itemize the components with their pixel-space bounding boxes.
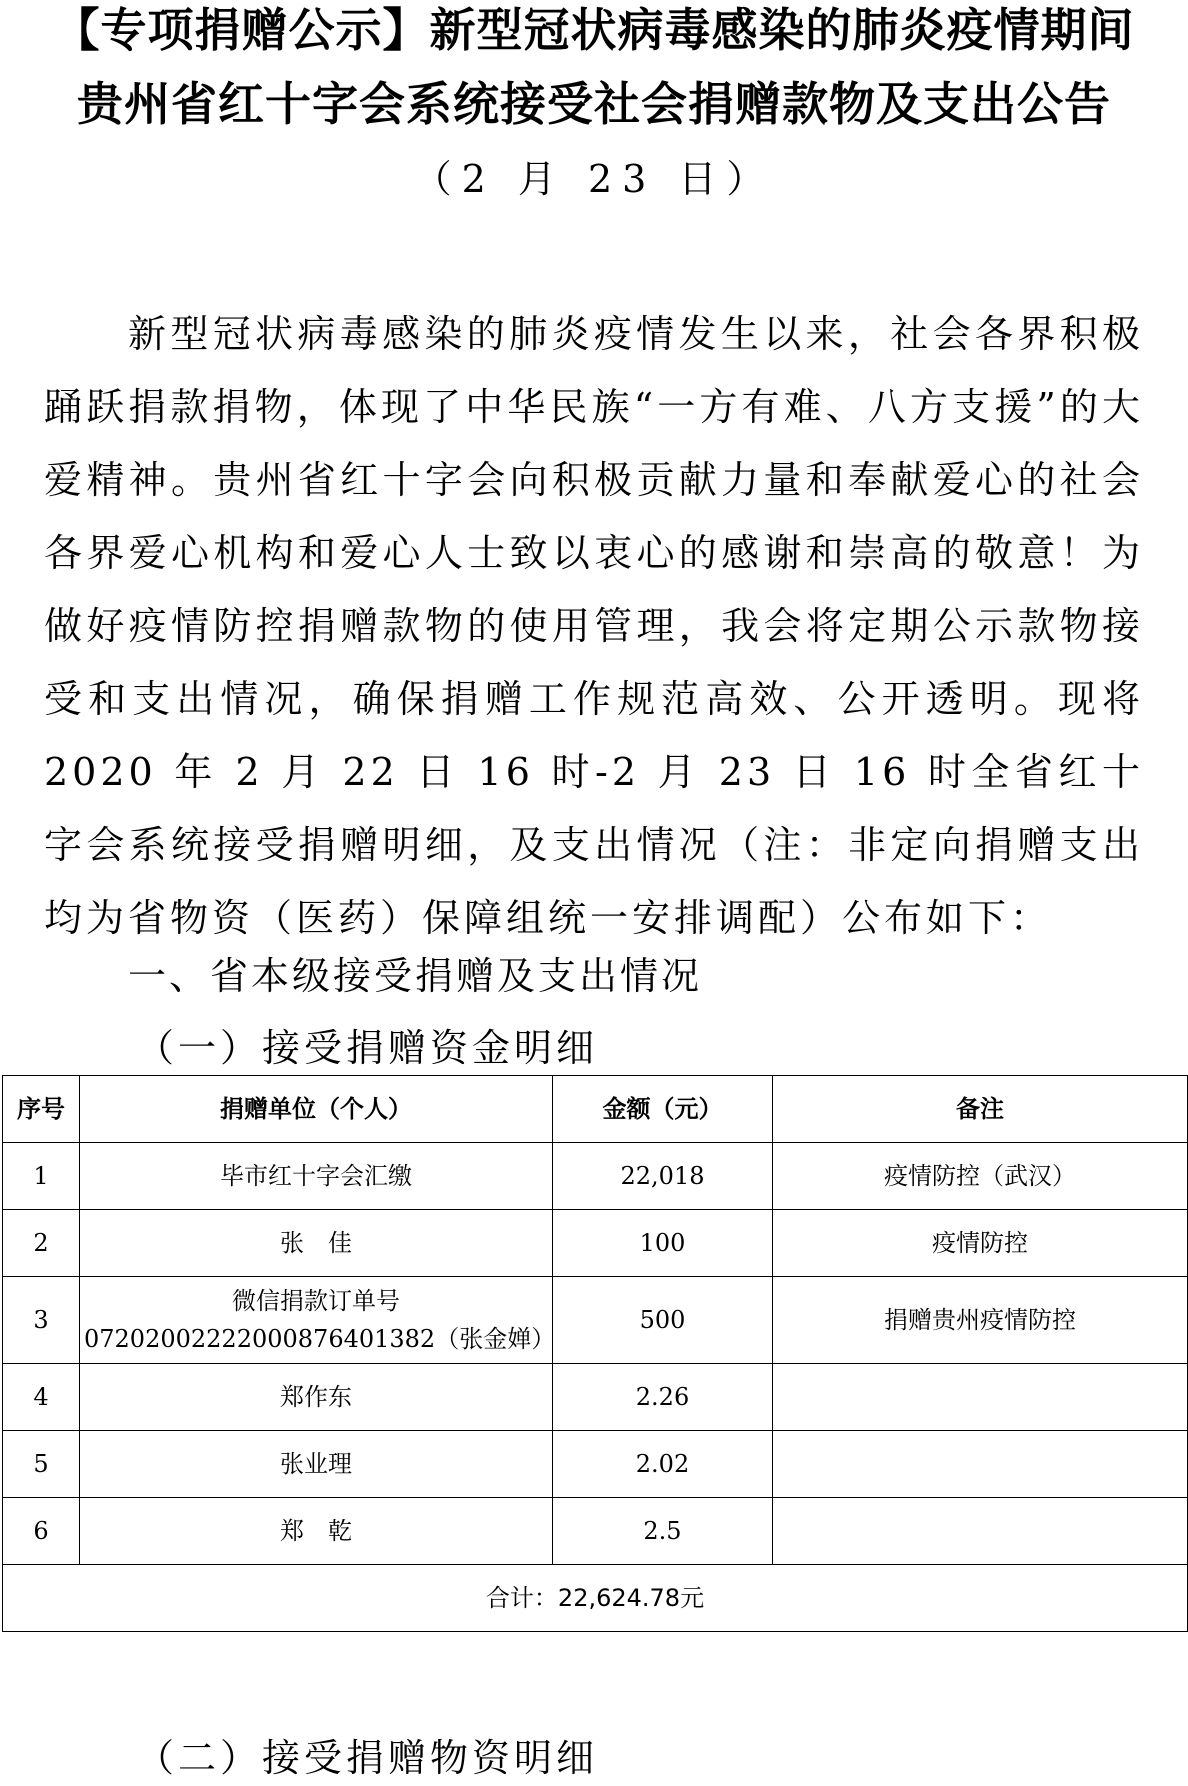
row-amount: 2.02 <box>553 1431 773 1498</box>
row-note <box>773 1498 1188 1565</box>
row-amount: 500 <box>553 1277 773 1364</box>
title-line-1: 【专项捐赠公示】新型冠状病毒感染的肺炎疫情期间 <box>53 3 1135 57</box>
table-row <box>3 1364 1188 1431</box>
table-row <box>3 1498 1188 1565</box>
header-index: 序号 <box>3 1076 80 1143</box>
row-index: 4 <box>3 1364 80 1431</box>
row-note <box>773 1431 1188 1498</box>
sub-heading-cash-donations: （一）接受捐赠资金明细 <box>136 1026 599 1070</box>
row-donor: 张业理 <box>80 1431 553 1498</box>
table-row <box>3 1210 1188 1277</box>
row-index: 1 <box>3 1143 80 1210</box>
row-index: 2 <box>3 1210 80 1277</box>
row-donor-cell <box>80 1277 556 1364</box>
row-donor: 郑作东 <box>80 1364 553 1431</box>
sub-heading-material-donations: （二）接受捐赠物资明细 <box>136 1736 599 1780</box>
table-row <box>3 1143 1188 1210</box>
row-note: 疫情防控（武汉） <box>773 1143 1188 1210</box>
row-amount: 100 <box>553 1210 773 1277</box>
row-index: 3 <box>3 1277 80 1364</box>
title-line-2: 贵州省红十字会系统接受社会捐赠款物及支出公告 <box>77 77 1111 131</box>
table-total-row <box>3 1565 1188 1632</box>
table-row <box>3 1431 1188 1498</box>
header-amount: 金额（元） <box>553 1076 773 1143</box>
row-donor: 微信捐款订单号 <box>232 1287 400 1315</box>
row-amount: 2.5 <box>553 1498 773 1565</box>
intro-paragraph: 新型冠状病毒感染的肺炎疫情发生以来，社会各界积极踊跃捐款捐物，体现了中华民族“一方有难、八方支援”的大爱精神。贵州省红十字会向积极贡献力量和奉献爱心的社会各界爱心机构和爱心人士致以衷心的感谢和崇高的敬意！为做好疫情防控捐赠款物的使用管理，我会将定期公示款物接受和支出情况，确保捐赠工作规范高效、公开透明。现将 2020 年 2 月 22 日 16 时-2 月 23 日 16 时全省红十字会系统接受捐赠明细，及支出情况（注：非定向捐赠支出均为省物资（医药）保障组统一安排调配）公布如下： <box>44 312 1144 940</box>
row-donor: 郑 乾 <box>80 1498 553 1565</box>
row-note: 疫情防控 <box>773 1210 1188 1277</box>
cash-donations-table <box>2 1075 1188 1632</box>
header-note: 备注 <box>773 1076 1188 1143</box>
table-row <box>3 1277 1188 1364</box>
row-index: 5 <box>3 1431 80 1498</box>
row-amount: 22,018 <box>553 1143 773 1210</box>
row-note <box>773 1364 1188 1431</box>
row-donor: 张 佳 <box>80 1210 553 1277</box>
row-amount: 2.26 <box>553 1364 773 1431</box>
announcement-date: （2 月 23 日） <box>413 157 775 201</box>
row-donor-order-number: 07202002222000876401382（张金婵） <box>84 1325 556 1353</box>
row-donor: 毕市红十字会汇缴 <box>80 1143 553 1210</box>
row-index: 6 <box>3 1498 80 1565</box>
section-1-heading: 一、省本级接受捐赠及支出情况 <box>128 954 703 998</box>
row-note: 捐赠贵州疫情防控 <box>773 1277 1188 1364</box>
table-total: 合计：22,624.78元 <box>3 1565 1188 1632</box>
table-header-row <box>3 1076 1188 1143</box>
header-donor: 捐赠单位（个人） <box>80 1076 553 1143</box>
